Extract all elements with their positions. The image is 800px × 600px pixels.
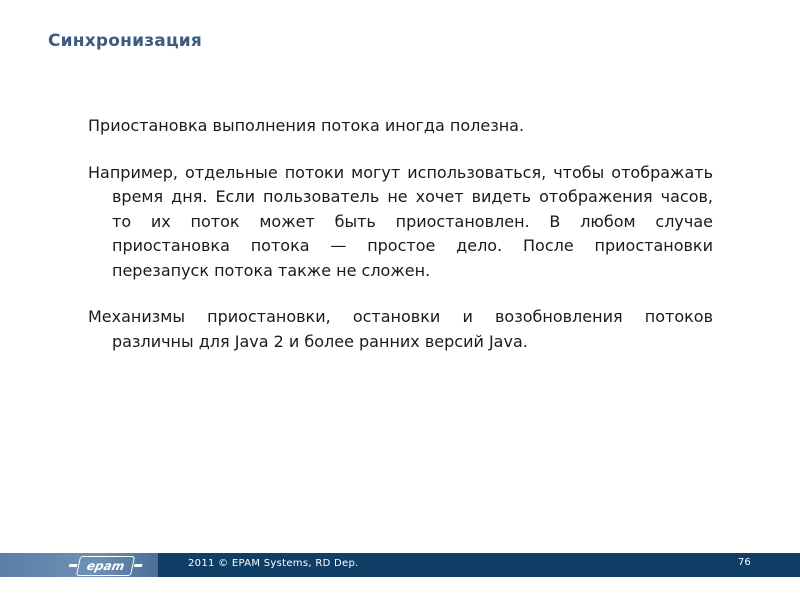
copyright-text: 2011 © EPAM Systems, RD Dep.	[188, 558, 359, 569]
slide-body	[88, 114, 713, 376]
paragraph-3: Механизмы приостановки, остановки и возобновления потоков различны для Java 2 и более ранних версий Java.	[88, 307, 713, 351]
logo-area	[0, 553, 158, 577]
slide-title: Синхронизация	[48, 31, 202, 51]
epam-logo: epam	[76, 556, 136, 576]
paragraph-2: Например, отдельные потоки могут использоваться, чтобы отображать время дня. Если пользователь не хочет видеть отображения часов, то их поток может быть приостановлен. В любом случае приостановка потока — простое дело. После приостановки перезапуск потока также не сложен.	[88, 162, 713, 280]
footer-bar	[0, 553, 800, 577]
page-number: 76	[738, 557, 751, 568]
paragraph-1: Приостановка выполнения потока иногда полезна.	[88, 116, 525, 135]
